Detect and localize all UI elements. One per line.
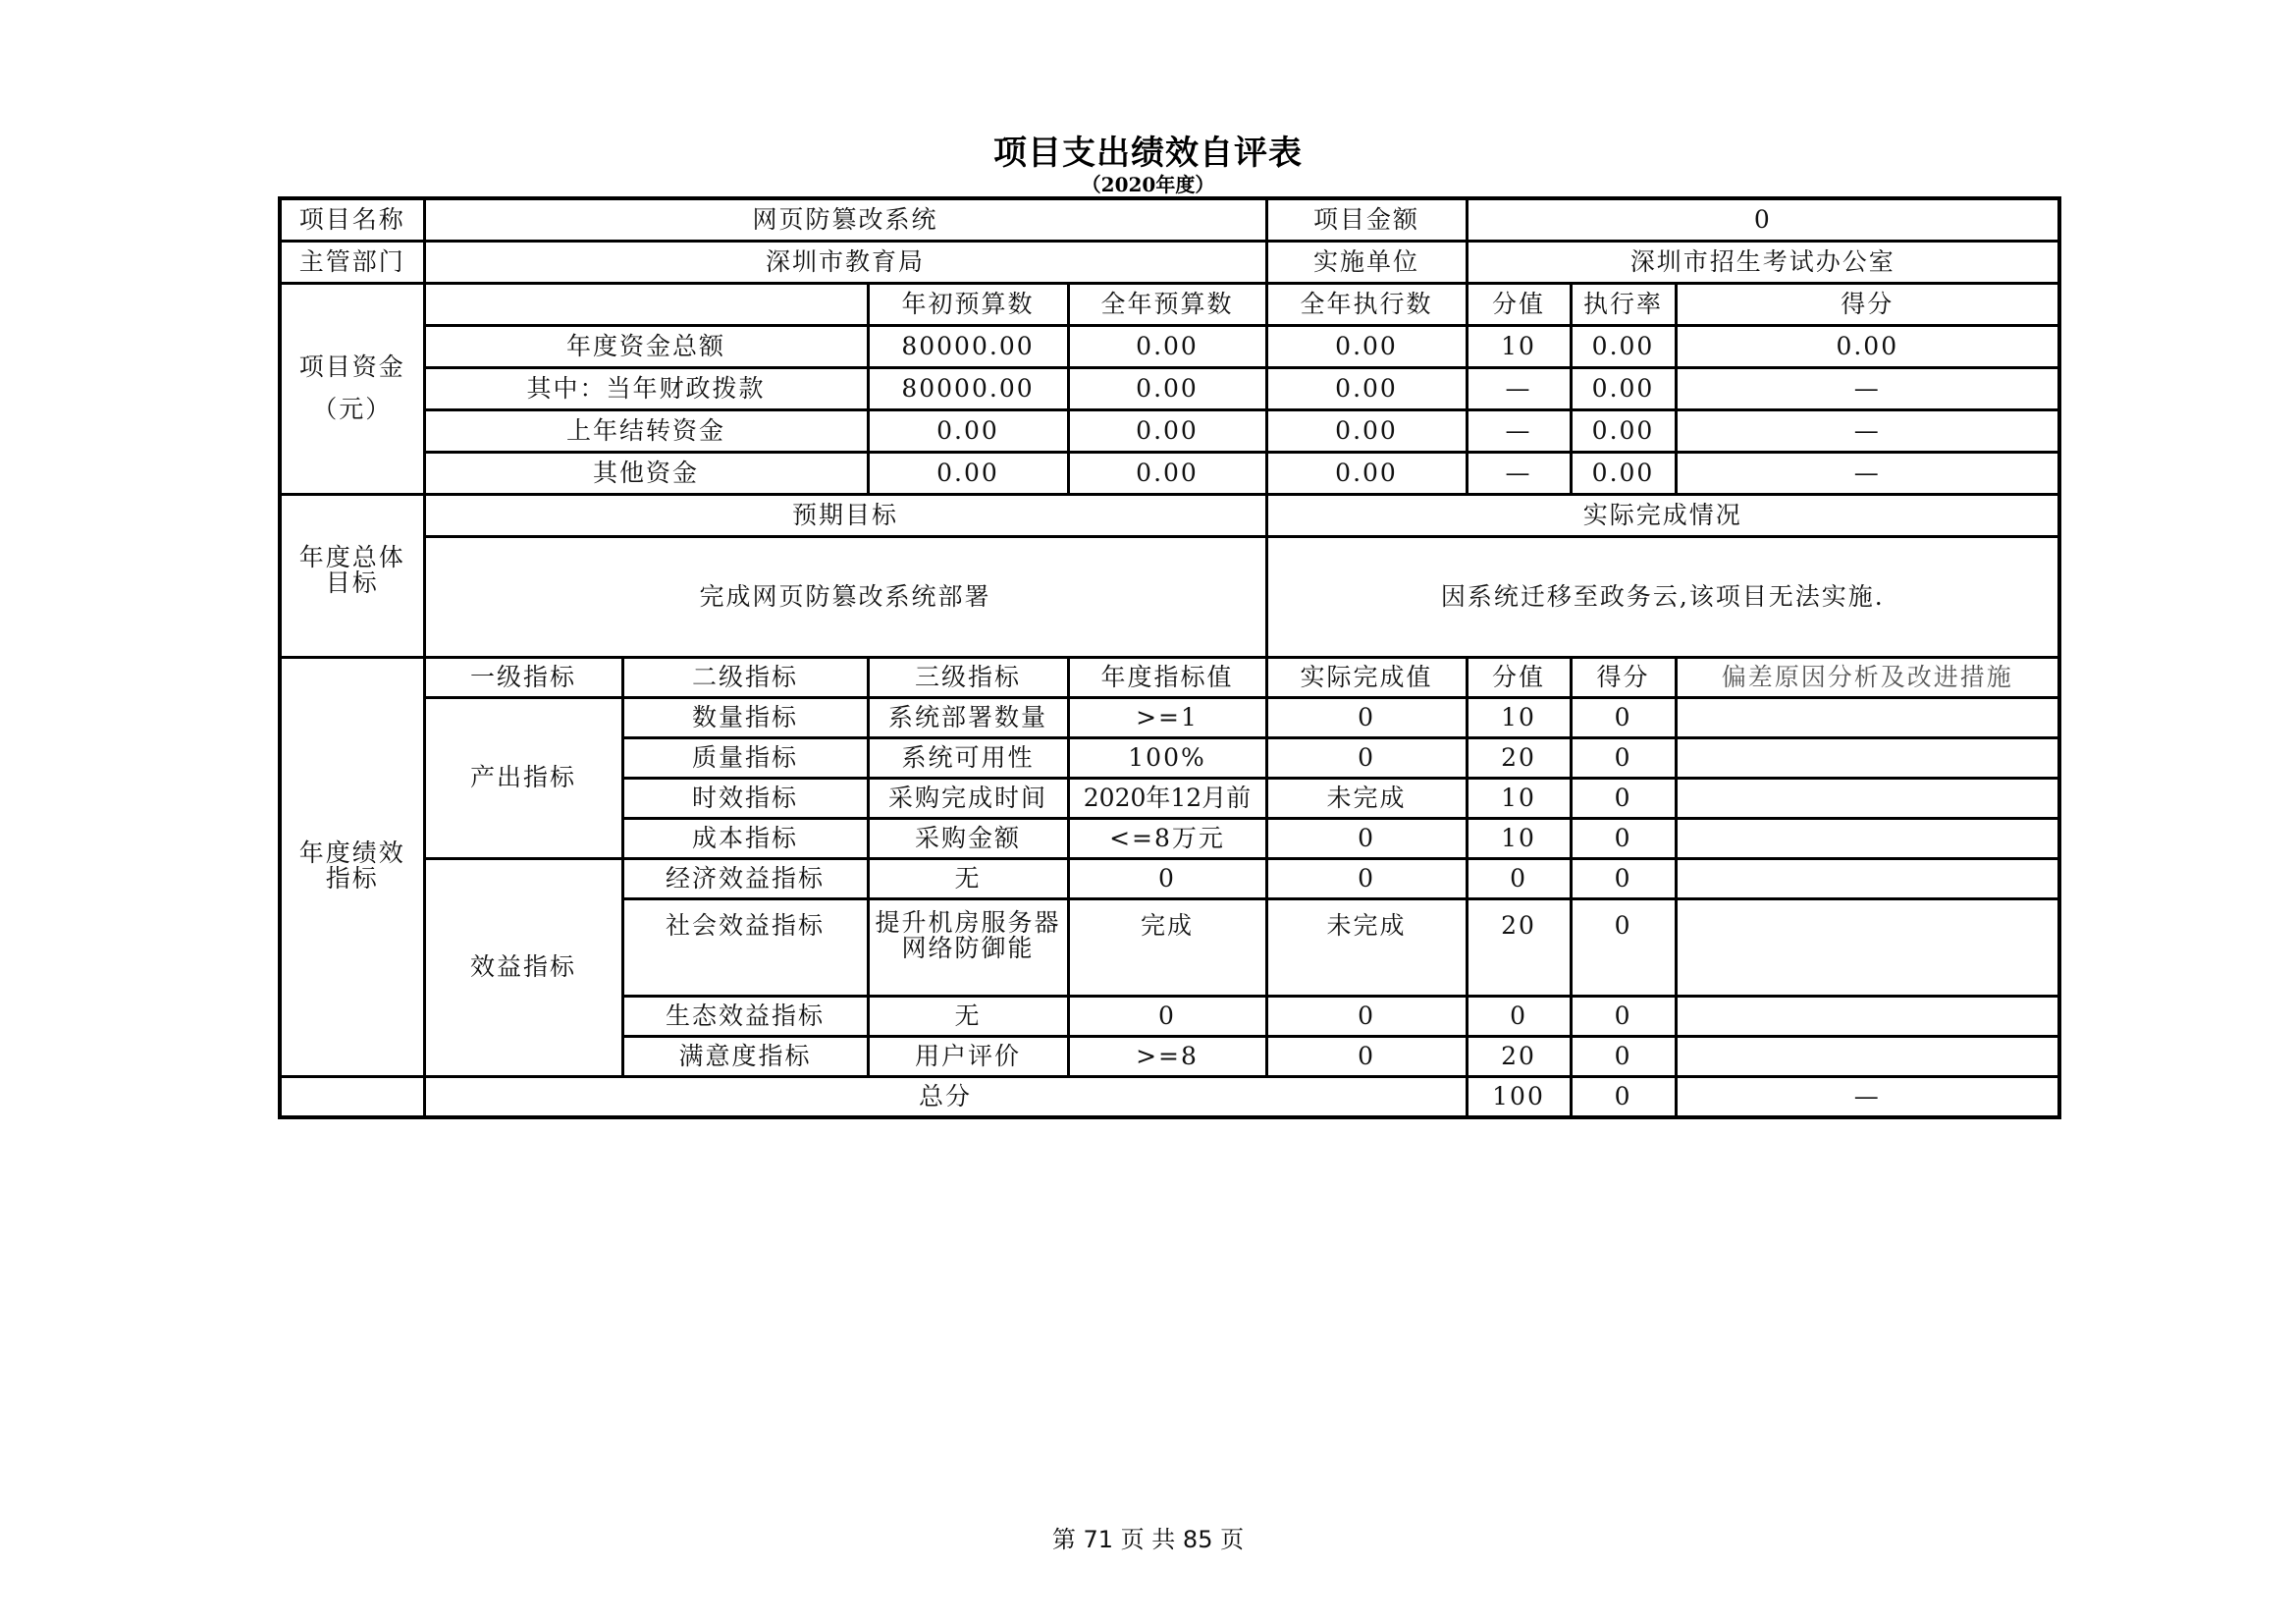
actual-completion-text: 因系统迁移至政务云,该项目无法实施. <box>1266 537 2059 658</box>
score: 0 <box>1571 738 1676 779</box>
total-row <box>280 1077 2059 1118</box>
goals-label: 年度总体目标 <box>298 543 405 598</box>
analysis <box>1676 859 2059 899</box>
goals-header-row <box>280 495 2059 537</box>
funds-row-executed: 0.00 <box>1266 453 1467 495</box>
funds-row-initial: 0.00 <box>868 410 1068 453</box>
level3: 用户评价 <box>868 1037 1068 1077</box>
actual: 未完成 <box>1266 899 1467 997</box>
funds-row-weight: — <box>1467 410 1571 453</box>
col-score: 得分 <box>1571 658 1676 698</box>
funds-header-row <box>280 284 2059 326</box>
level3: 采购金额 <box>868 819 1068 859</box>
level2: 生态效益指标 <box>622 997 868 1037</box>
funds-row-annual: 0.00 <box>1068 453 1266 495</box>
funds-row-score: — <box>1676 453 2059 495</box>
indicator-row <box>280 698 2059 738</box>
funds-unit: （元） <box>312 395 393 423</box>
analysis <box>1676 779 2059 819</box>
level3: 采购完成时间 <box>868 779 1068 819</box>
funds-row-rate: 0.00 <box>1571 410 1676 453</box>
analysis <box>1676 819 2059 859</box>
level3: 无 <box>868 997 1068 1037</box>
page-number: 第 71 页 共 85 页 <box>1051 1526 1245 1553</box>
funds-row-name: 其中：当年财政拨款 <box>424 368 868 410</box>
col-weight: 分值 <box>1467 658 1571 698</box>
target: >=1 <box>1068 698 1266 738</box>
funds-col-weight: 分值 <box>1467 284 1571 326</box>
score: 0 <box>1571 859 1676 899</box>
score: 0 <box>1571 819 1676 859</box>
indicators-section-label <box>280 658 424 1077</box>
target: 2020年12月前 <box>1068 779 1266 819</box>
funds-row <box>280 368 2059 410</box>
level2: 数量指标 <box>622 698 868 738</box>
level3: 系统部署数量 <box>868 698 1068 738</box>
col-level3: 三级指标 <box>868 658 1068 698</box>
weight: 10 <box>1467 698 1571 738</box>
funds-row-annual: 0.00 <box>1068 326 1266 368</box>
actual: 0 <box>1266 997 1467 1037</box>
dept-value: 深圳市教育局 <box>424 242 1266 284</box>
impl-unit-value: 深圳市招生考试办公室 <box>1467 242 2059 284</box>
funds-col-blank <box>424 284 868 326</box>
actual: 0 <box>1266 1037 1467 1077</box>
score: 0 <box>1571 1037 1676 1077</box>
analysis <box>1676 698 2059 738</box>
actual: 0 <box>1266 819 1467 859</box>
project-amount-label: 项目金额 <box>1266 198 1467 242</box>
funds-row-executed: 0.00 <box>1266 326 1467 368</box>
row-project-name <box>280 198 2059 242</box>
target: 100% <box>1068 738 1266 779</box>
funds-row-weight: — <box>1467 368 1571 410</box>
score: 0 <box>1571 779 1676 819</box>
level3 <box>868 899 1068 997</box>
funds-row-weight: 10 <box>1467 326 1571 368</box>
project-name-label: 项目名称 <box>280 198 424 242</box>
funds-row <box>280 410 2059 453</box>
analysis <box>1676 738 2059 779</box>
actual: 0 <box>1266 859 1467 899</box>
funds-row-initial: 80000.00 <box>868 326 1068 368</box>
funds-row-initial: 0.00 <box>868 453 1068 495</box>
funds-row-name: 其他资金 <box>424 453 868 495</box>
weight: 0 <box>1467 859 1571 899</box>
col-target: 年度指标值 <box>1068 658 1266 698</box>
goals-content-row <box>280 537 2059 658</box>
form-subtitle-year: （2020年度） <box>1081 173 1215 196</box>
actual: 0 <box>1266 698 1467 738</box>
total-label: 总分 <box>424 1077 1467 1118</box>
weight: 10 <box>1467 819 1571 859</box>
funds-row-name: 年度资金总额 <box>424 326 868 368</box>
funds-section-label <box>280 284 424 495</box>
indicators-label: 年度绩效指标 <box>298 839 405 893</box>
actual: 0 <box>1266 738 1467 779</box>
form-title: 项目支出绩效自评表 <box>993 134 1303 173</box>
funds-row-weight: — <box>1467 453 1571 495</box>
funds-row-score: — <box>1676 368 2059 410</box>
total-blank <box>280 1077 424 1118</box>
level2: 时效指标 <box>622 779 868 819</box>
funds-row-name: 上年结转资金 <box>424 410 868 453</box>
level2: 质量指标 <box>622 738 868 779</box>
actual-completion-header: 实际完成情况 <box>1266 495 2059 537</box>
impl-unit-label: 实施单位 <box>1266 242 1467 284</box>
funds-row <box>280 453 2059 495</box>
col-level1: 一级指标 <box>424 658 622 698</box>
score: 0 <box>1571 997 1676 1037</box>
funds-row-executed: 0.00 <box>1266 368 1467 410</box>
funds-row-score: 0.00 <box>1676 326 2059 368</box>
funds-col-initial: 年初预算数 <box>868 284 1068 326</box>
level1-benefit: 效益指标 <box>424 859 622 1077</box>
level2: 成本指标 <box>622 819 868 859</box>
level3: 无 <box>868 859 1068 899</box>
level2: 满意度指标 <box>622 1037 868 1077</box>
expected-goal-header: 预期目标 <box>424 495 1266 537</box>
funds-row-score: — <box>1676 410 2059 453</box>
funds-col-executed: 全年执行数 <box>1266 284 1467 326</box>
indicator-row <box>280 859 2059 899</box>
total-analysis: — <box>1676 1077 2059 1118</box>
funds-row-annual: 0.00 <box>1068 368 1266 410</box>
target: 0 <box>1068 997 1266 1037</box>
funds-row-rate: 0.00 <box>1571 453 1676 495</box>
weight: 20 <box>1467 1037 1571 1077</box>
analysis <box>1676 899 2059 997</box>
score: 0 <box>1571 698 1676 738</box>
total-score: 0 <box>1571 1077 1676 1118</box>
funds-col-score: 得分 <box>1676 284 2059 326</box>
row-department <box>280 242 2059 284</box>
goals-section-label <box>280 495 424 658</box>
weight: 20 <box>1467 738 1571 779</box>
funds-row-executed: 0.00 <box>1266 410 1467 453</box>
funds-row-annual: 0.00 <box>1068 410 1266 453</box>
target: 0 <box>1068 859 1266 899</box>
col-analysis: 偏差原因分析及改进措施 <box>1676 658 2059 698</box>
level2: 社会效益指标 <box>622 899 868 997</box>
analysis <box>1676 1037 2059 1077</box>
level1-output: 产出指标 <box>424 698 622 859</box>
dept-label: 主管部门 <box>280 242 424 284</box>
funds-row <box>280 326 2059 368</box>
indicators-header-row <box>280 658 2059 698</box>
target: >=8 <box>1068 1037 1266 1077</box>
col-actual: 实际完成值 <box>1266 658 1467 698</box>
funds-col-rate: 执行率 <box>1571 284 1676 326</box>
score: 0 <box>1571 899 1676 997</box>
col-level2: 二级指标 <box>622 658 868 698</box>
funds-label: 项目资金 <box>298 352 405 382</box>
level3: 系统可用性 <box>868 738 1068 779</box>
level3-text: 提升机房服务器网络防御能 <box>875 908 1061 963</box>
performance-self-evaluation-table <box>278 196 2061 1119</box>
target: 完成 <box>1068 899 1266 997</box>
expected-goal-text: 完成网页防篡改系统部署 <box>424 537 1266 658</box>
weight: 10 <box>1467 779 1571 819</box>
total-weight: 100 <box>1467 1077 1571 1118</box>
project-amount-value: 0 <box>1467 198 2059 242</box>
analysis <box>1676 997 2059 1037</box>
weight: 0 <box>1467 997 1571 1037</box>
project-name-value: 网页防篡改系统 <box>424 198 1266 242</box>
level2: 经济效益指标 <box>622 859 868 899</box>
target: <=8万元 <box>1068 819 1266 859</box>
funds-row-initial: 80000.00 <box>868 368 1068 410</box>
actual: 未完成 <box>1266 779 1467 819</box>
funds-col-annual: 全年预算数 <box>1068 284 1266 326</box>
weight: 20 <box>1467 899 1571 997</box>
funds-row-rate: 0.00 <box>1571 368 1676 410</box>
funds-row-rate: 0.00 <box>1571 326 1676 368</box>
